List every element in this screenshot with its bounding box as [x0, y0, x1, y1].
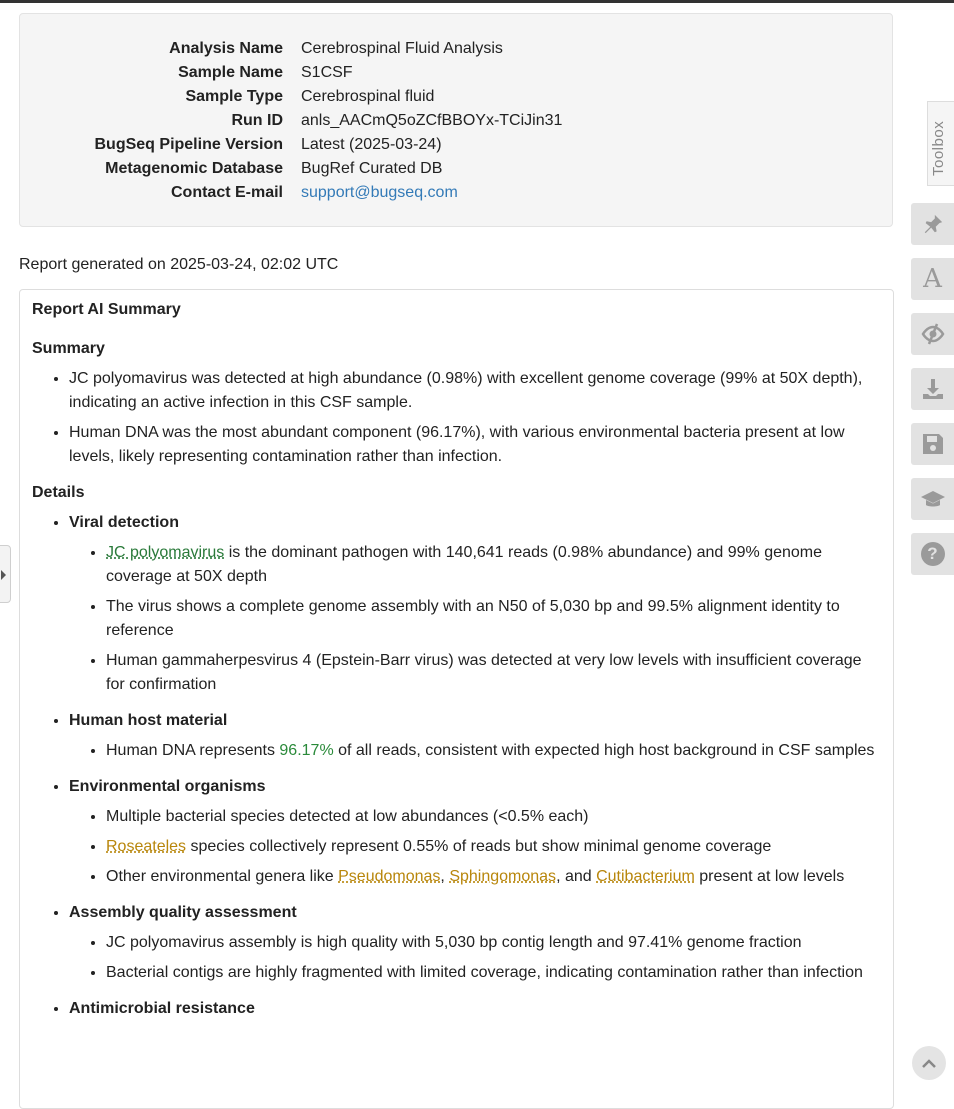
- meta-label: BugSeq Pipeline Version: [94, 136, 283, 153]
- taxon-link-jc-polyomavirus[interactable]: JC polyomavirus: [106, 544, 225, 561]
- meta-row-contact: [20, 181, 894, 205]
- report-generated-text: Report generated on 2025-03-24, 02:02 UTC: [19, 256, 339, 273]
- help-icon: [921, 542, 945, 566]
- meta-value: Cerebrospinal Fluid Analysis: [301, 40, 503, 57]
- list-item: • Human DNA was the most abundant component (96.17%), with various environmental bacteria present at low levels, likely representing contamination rather than infection.: [69, 421, 882, 469]
- list-item: [106, 541, 882, 589]
- toolbox-label: Toolbox: [930, 120, 947, 176]
- font-icon: A: [923, 264, 942, 294]
- learn-button[interactable]: [911, 478, 954, 520]
- meta-row-pipeline-version: [20, 133, 894, 157]
- pin-icon: [922, 213, 944, 235]
- list-item: • The virus shows a complete genome assembly with an N50 of 5,030 bp and 99.5% alignment identity to reference: [106, 595, 882, 643]
- download-button[interactable]: [911, 368, 954, 410]
- chevron-up-icon: [921, 1057, 937, 1069]
- help-button[interactable]: [911, 533, 954, 575]
- meta-value: S1CSF: [301, 64, 353, 81]
- list-item: • Bacterial contigs are highly fragmented with limited coverage, indicating contamination rather than infection: [106, 961, 882, 985]
- item-text: species collectively represent 0.55% of reads but show minimal genome coverage: [186, 838, 772, 855]
- item-text: present at low levels: [694, 868, 845, 885]
- meta-value: Latest (2025-03-24): [301, 136, 442, 153]
- meta-row-sample-name: [20, 61, 894, 85]
- help-glyph: ?: [927, 544, 938, 563]
- chevron-right-icon: [0, 568, 9, 582]
- toolbox-tab[interactable]: [927, 101, 954, 186]
- summary-list: [32, 367, 882, 469]
- list-item: [106, 835, 882, 859]
- toggle-visibility-button[interactable]: [911, 313, 954, 355]
- analysis-metadata-panel: [19, 13, 893, 227]
- details-category: [69, 511, 882, 697]
- ai-summary-panel: [19, 289, 894, 1109]
- host-percentage: 96.17%: [279, 742, 334, 759]
- category-title: Viral detection: [69, 514, 179, 531]
- meta-value: Cerebrospinal fluid: [301, 88, 435, 105]
- eye-slash-icon: [920, 323, 946, 345]
- item-text: , and: [556, 868, 597, 885]
- details-category: [69, 901, 882, 985]
- item-text: Other environmental genera like: [106, 868, 339, 885]
- details-category: [69, 709, 882, 763]
- meta-value: anls_AACmQ5oZCfBBOYx-TCiJin31: [301, 112, 563, 129]
- list-item: [106, 739, 882, 763]
- meta-value: [301, 181, 458, 205]
- details-list: [32, 511, 882, 1021]
- meta-row-database: [20, 157, 894, 181]
- taxon-link-roseateles[interactable]: Roseateles: [106, 838, 187, 855]
- taxon-link-cutibacterium[interactable]: Cutibacterium: [596, 868, 695, 885]
- sub-list: [69, 805, 882, 889]
- meta-label: Sample Name: [178, 64, 283, 81]
- meta-value: BugRef Curated DB: [301, 160, 443, 177]
- meta-row-run-id: [20, 109, 894, 133]
- list-item: • JC polyomavirus was detected at high abundance (0.98%) with excellent genome coverage (99% at 50X depth), indicating an active infection in this CSF sample.: [69, 367, 882, 415]
- item-text: Human DNA represents: [106, 742, 280, 759]
- details-category: [69, 775, 882, 889]
- pin-button[interactable]: [911, 203, 954, 245]
- taxon-link-sphingomonas[interactable]: Sphingomonas: [449, 868, 557, 885]
- category-title: Environmental organisms: [69, 778, 266, 795]
- meta-label: Analysis Name: [169, 40, 283, 57]
- sub-list: [69, 931, 882, 985]
- save-icon: [922, 433, 944, 455]
- graduation-cap-icon: [920, 488, 946, 510]
- list-item: [106, 865, 882, 889]
- category-title: Antimicrobial resistance: [69, 1000, 255, 1017]
- list-item: • JC polyomavirus assembly is high quality with 5,030 bp contig length and 97.41% genome fraction: [106, 931, 882, 955]
- font-size-button[interactable]: [911, 258, 954, 300]
- sub-list: [69, 739, 882, 763]
- list-item: • Multiple bacterial species detected at low abundances (<0.5% each): [106, 805, 882, 829]
- meta-row-sample-type: [20, 85, 894, 109]
- meta-label: Metagenomic Database: [105, 160, 283, 177]
- details-heading: Details: [32, 484, 85, 501]
- taxon-link-pseudomonas[interactable]: Pseudomonas: [338, 868, 441, 885]
- sub-list: [69, 541, 882, 697]
- meta-label: Sample Type: [185, 88, 283, 105]
- item-text: of all reads, consistent with expected high host background in CSF samples: [333, 742, 875, 759]
- details-category: [69, 997, 882, 1021]
- download-icon: [921, 377, 945, 401]
- meta-label: Contact E-mail: [170, 184, 283, 201]
- top-bar: [0, 0, 954, 3]
- contact-email-link[interactable]: support@bugseq.com: [301, 184, 458, 201]
- ai-summary-title: Report AI Summary: [32, 301, 181, 318]
- scroll-to-top-button[interactable]: [912, 1046, 946, 1080]
- sidebar-expand-handle[interactable]: [0, 545, 11, 603]
- meta-row-analysis-name: [20, 37, 894, 61]
- item-text: is the dominant pathogen with 140,641 reads (0.98% abundance) and 99% genome coverage at 50X depth: [106, 544, 823, 585]
- meta-label: Run ID: [231, 112, 283, 129]
- save-button[interactable]: [911, 423, 954, 465]
- list-item: • Human gammaherpesvirus 4 (Epstein-Barr virus) was detected at very low levels with insufficient coverage for confirmation: [106, 649, 882, 697]
- category-title: Assembly quality assessment: [69, 904, 297, 921]
- item-text: ,: [440, 868, 450, 885]
- summary-heading: Summary: [32, 340, 105, 357]
- category-title: Human host material: [69, 712, 228, 729]
